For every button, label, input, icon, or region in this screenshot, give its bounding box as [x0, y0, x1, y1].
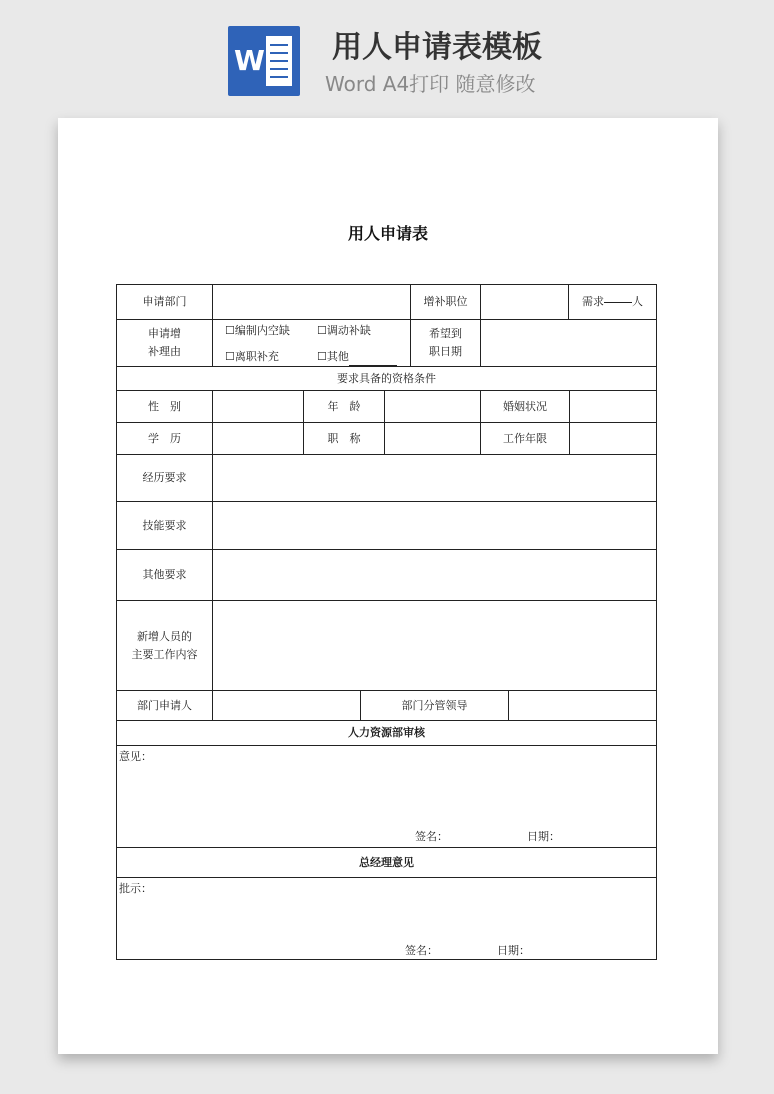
hope-date-label — [410, 319, 481, 367]
qualification-heading: 要求具备的资格条件 — [116, 366, 657, 391]
new-staff-label-line2: 主要工作内容 — [131, 647, 198, 661]
new-staff-label-line1: 新增人员的 — [137, 629, 192, 643]
reason-label — [116, 319, 213, 367]
gm-approval-label: 批示： — [119, 882, 152, 895]
gm-date-label: 日期： — [497, 944, 530, 957]
page-lines-icon — [266, 36, 292, 86]
dept-field[interactable] — [212, 284, 411, 320]
template-subtitle: Word A4打印 随意修改 — [325, 72, 536, 96]
document-title: 用人申请表 — [347, 224, 428, 243]
gm-sign-label: 签名： — [405, 944, 438, 957]
experience-label: 经历要求 — [116, 454, 213, 502]
word-letter: W — [234, 44, 265, 77]
gender-field[interactable] — [212, 390, 304, 423]
option-vacancy-checkbox[interactable]: ☐编制内空缺 — [225, 324, 290, 337]
leader-field[interactable] — [508, 690, 657, 721]
option-transfer-checkbox[interactable]: ☐调动补缺 — [317, 324, 371, 337]
gender-label: 性 别 — [116, 390, 213, 423]
option-resign-checkbox[interactable]: ☐离职补充 — [225, 350, 279, 363]
title-field[interactable] — [384, 422, 481, 455]
applicant-label: 部门申请人 — [116, 690, 213, 721]
gm-opinion-heading: 总经理意见 — [116, 847, 657, 878]
need-suffix: 人 — [632, 295, 643, 308]
leader-label: 部门分管领导 — [360, 690, 509, 721]
experience-field[interactable] — [212, 454, 657, 502]
reason-label-line2: 补理由 — [148, 345, 181, 358]
reason-label-line1: 申请增 — [148, 327, 181, 340]
years-field[interactable] — [569, 422, 657, 455]
hr-date-label: 日期： — [527, 830, 560, 843]
need-prefix: 需求 — [582, 295, 604, 308]
skill-field[interactable] — [212, 501, 657, 550]
hope-label-line1: 希望到 — [429, 327, 462, 340]
reason-options — [212, 319, 411, 367]
hr-sign-label: 签名： — [415, 830, 448, 843]
word-document-icon — [228, 26, 300, 96]
applicant-field[interactable] — [212, 690, 361, 721]
need-count-field[interactable] — [568, 284, 657, 320]
other-label: 其他要求 — [116, 549, 213, 601]
hope-date-field[interactable] — [480, 319, 657, 367]
dept-label: 申请部门 — [116, 284, 213, 320]
age-label: 年 龄 — [303, 390, 385, 423]
hr-opinion-box[interactable] — [116, 745, 657, 848]
position-field[interactable] — [480, 284, 569, 320]
other-field[interactable] — [212, 549, 657, 601]
position-label: 增补职位 — [410, 284, 481, 320]
template-title: 用人申请表模板 — [332, 30, 542, 65]
document-page — [58, 118, 718, 1054]
gm-approval-box[interactable] — [116, 877, 657, 960]
marital-label: 婚姻状况 — [480, 390, 570, 423]
hr-review-heading: 人力资源部审核 — [116, 720, 657, 746]
years-label: 工作年限 — [480, 422, 570, 455]
hr-opinion-label: 意见： — [119, 750, 152, 763]
title-label: 职 称 — [303, 422, 385, 455]
education-label: 学 历 — [116, 422, 213, 455]
education-field[interactable] — [212, 422, 304, 455]
age-field[interactable] — [384, 390, 481, 423]
new-staff-label — [116, 600, 213, 691]
skill-label: 技能要求 — [116, 501, 213, 550]
new-staff-field[interactable] — [212, 600, 657, 691]
hope-label-line2: 职日期 — [429, 345, 462, 358]
page-header — [0, 0, 774, 110]
option-other-label: ☐其他 — [317, 350, 349, 363]
option-other-checkbox[interactable] — [317, 348, 397, 366]
marital-field[interactable] — [569, 390, 657, 423]
